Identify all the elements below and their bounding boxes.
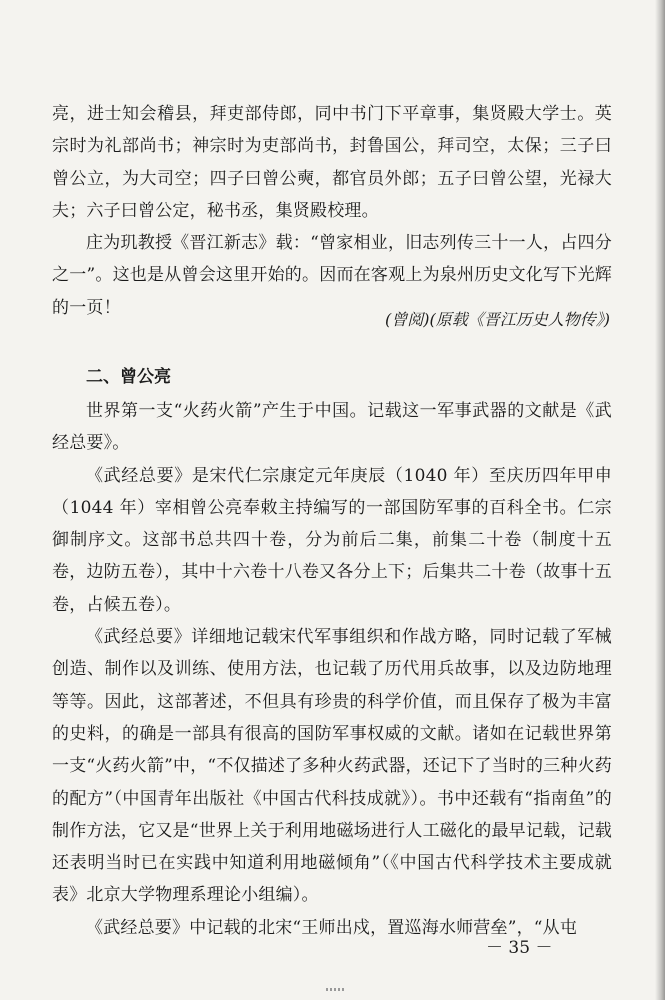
scan-edge-shadow [655, 0, 665, 1000]
quote-paragraph: 庄为玑教授《晋江新志》载：“曾家相业，旧志列传三十一人，占四分之一”。这也是从曾会这里开始的。因而在客观上为泉州历史文化写下光辉的一页！ [52, 233, 612, 318]
body-text-section [52, 395, 612, 944]
paragraph-4: 《武经总要》中记载的北宋“王师出戍，置巡海水师营垒”，“从屯 [86, 917, 578, 938]
body-text-top [52, 98, 612, 324]
paragraph-2: 《武经总要》是宋代仁宗康定元年庚辰（1040 年）至庆历四年甲申（1044 年）宰相曾公亮奉敕主持编写的一部国防军事的百科全书。仁宗御制序文。这部书总共四十卷，分为前后二集，前集二十卷（制度十五卷，边防五卷），其中十六卷十八卷又各分上下；后集共二十卷（故事十五卷，占候五卷）。 [52, 465, 612, 615]
paragraph-1: 世界第一支“火药火箭”产生于中国。记载这一军事武器的文献是《武经总要》。 [52, 401, 612, 454]
page-number: － 35 － [486, 938, 553, 958]
continued-paragraph: 亮，进士知会稽县，拜吏部侍郎，同中书门下平章事，集贤殿大学士。英宗时为礼部尚书；神宗时为吏部尚书，封鲁国公，拜司空，太保；三子曰曾公立，为大司空；四子曰曾公奭，都官员外郎；五子曰曾公望，光禄大夫；六子曰曾公定，秘书丞，集贤殿校理。 [52, 104, 612, 221]
section-heading: 二、曾公亮 [86, 367, 171, 387]
paragraph-3: 《武经总要》详细地记载宋代军事组织和作战方略，同时记载了军械创造、制作以及训练、使用方法，也记载了历代用兵故事，以及边防地理等等。因此，这部著述，不但具有珍贵的科学价值，而且保存了极为丰富的史料，的确是一部具有很高的国防军事权威的文献。诸如在记载世界第一支“火药火箭”中，“不仅描述了多种火药武器，还记下了当时的三种火药的配方”（中国青年出版社《中国古代科技成就》）。书中还载有“指南鱼”的制作方法，它又是“世界上关于利用地磁场进行人工磁化的最早记载，记载还表明当时已在实践中知道利用地磁倾角”（《中国古代科学技术主要成就表》北京大学物理系理论小组编）。 [52, 627, 612, 906]
scan-mark [326, 988, 346, 991]
source-attribution: (曾阅)(原载《晋江历史人物传》) [385, 310, 610, 329]
